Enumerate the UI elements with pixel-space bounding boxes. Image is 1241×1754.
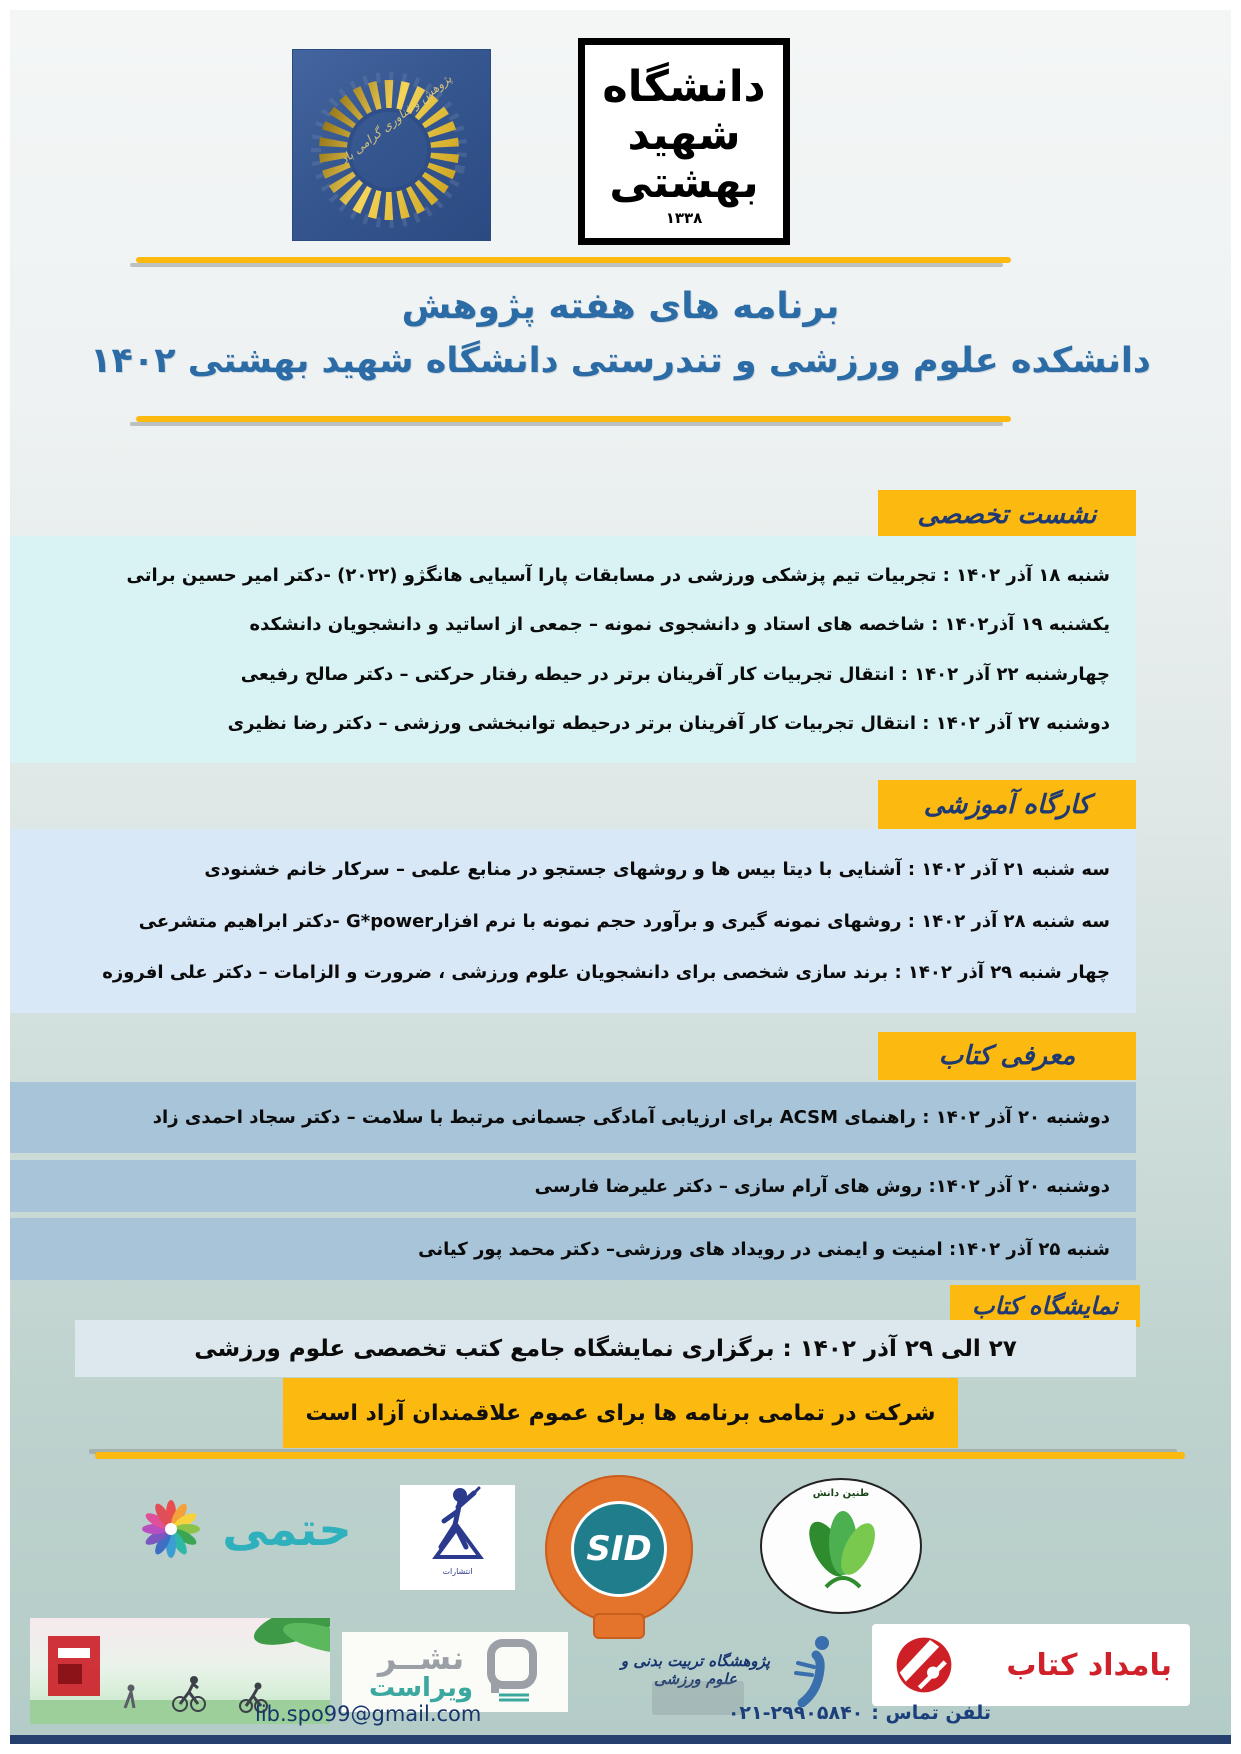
book-glyph-icon [483, 1639, 541, 1705]
section-header-workshops: کارگاه آموزشی [878, 780, 1136, 830]
tanin-danesh-logo [760, 1478, 922, 1614]
green-leaves-icon [786, 1499, 896, 1599]
book-row [10, 1218, 1136, 1280]
runner-figure-icon [788, 1633, 844, 1707]
virast-logo-texts [368, 1638, 474, 1704]
event-item: چهارشنبه ۲۲ آذر ۱۴۰۲ : انتقال تجربیات کار آفرینان برتر در حیطه رفتار حرکتی – دکتر صالح رفیعی [240, 663, 1110, 685]
hatmi-logo-text: حتمی [222, 1502, 352, 1556]
research-week-logo-caption: پژوهش و فناوری گرامی باد [337, 71, 455, 167]
section-header-meetings: نشست تخصصی [878, 490, 1136, 540]
divider-top [136, 257, 1011, 263]
poster-background [10, 10, 1231, 1744]
contact-phone-number: ۰۲۱-۲۹۹۰۵۸۴۰ [727, 1702, 864, 1724]
event-item: دوشنبه ۲۰ آذر ۱۴۰۲: روش های آرام سازی – دکتر علیرضا فارسی [534, 1175, 1110, 1197]
event-item: دوشنبه ۲۰ آذر ۱۴۰۲ : راهنمای ACSM برای ارزیابی آمادگی جسمانی مرتبط با سلامت – دکتر سجاد احمدی زاد [152, 1107, 1110, 1128]
research-week-logo [293, 50, 490, 240]
event-item: سه شنبه ۲۱ آذر ۱۴۰۲ : آشنایی با دیتا بیس ها و روشهای جستجو در منابع علمی – سرکار خانم خشنودی [204, 859, 1110, 881]
event-item: چهار شنبه ۲۹ آذر ۱۴۰۲ : برند سازی شخصی برای دانشجویان علوم ورزشی ، ضرورت و الزامات – دکتر علی افروزه [102, 961, 1110, 983]
divider-bottom [95, 1452, 1185, 1459]
virast-logo-line1: نشــر [377, 1638, 465, 1677]
gold-wreath-icon [293, 50, 490, 240]
bamdad-ketab-logo [872, 1624, 1190, 1706]
writer-figure-icon [408, 1485, 508, 1571]
flower-icon [140, 1498, 202, 1560]
virast-logo-line2: ویراست [368, 1673, 474, 1704]
book-row [10, 1082, 1136, 1153]
contact-email: lib.spo99@gmail.com [255, 1702, 482, 1726]
university-logo-line2: شهید [627, 109, 741, 160]
publisher-figure-logo [400, 1485, 515, 1590]
bottom-border-bar [10, 1735, 1231, 1744]
event-item: یکشنبه ۱۹ آذر۱۴۰۲ : شاخصه های استاد و دانشجوی نمونه – جمعی از اساتید و دانشجویان دانشکده [249, 614, 1110, 636]
event-item: شنبه ۱۸ آذر ۱۴۰۲ : تجربیات تیم پزشکی ورزشی در مسابقات پارا آسیایی هانگژو (۲۰۲۲) -دکتر امیر حسین براتی [126, 564, 1110, 586]
meetings-list [10, 536, 1136, 763]
university-logo [578, 38, 790, 245]
sid-logo-text: SID [571, 1501, 667, 1597]
poster-title-line1: برنامه های هفته پژوهش [401, 286, 840, 327]
event-item: شنبه ۲۵ آذر ۱۴۰۲: امنیت و ایمنی در رویداد های ورزشی– دکتر محمد پور کیانی [418, 1238, 1110, 1260]
tanin-danesh-logo-text: طنین دانش [812, 1488, 870, 1499]
contact-phone [728, 1702, 991, 1724]
contact-phone-label: تلفن تماس : [871, 1702, 991, 1724]
section-header-books: معرفی کتاب [878, 1032, 1136, 1080]
institute-logo-text: پژوهشگاه تربیت بدنی و علوم ورزشی [620, 1652, 771, 1688]
university-logo-line3: بهشتی [609, 157, 759, 208]
virast-publisher-logo [342, 1632, 568, 1712]
book-row [10, 1160, 1136, 1212]
publisher-figure-caption: انتشارات [442, 1567, 473, 1576]
sid-logo [545, 1475, 693, 1623]
poster-title-line2: دانشکده علوم ورزشی و تندرستی دانشگاه شهید بهشتی ۱۴۰۲ [90, 341, 1151, 381]
bamdad-ketab-icon [886, 1624, 962, 1706]
divider-middle [136, 416, 1011, 422]
event-item: دوشنبه ۲۷ آذر ۱۴۰۲ : انتقال تجربیات کار آفرینان برتر درحیطه توانبخشی ورزشی – دکتر رضا نظیری [227, 713, 1110, 735]
university-logo-line1: دانشگاه [602, 61, 766, 112]
workshops-list [10, 829, 1136, 1013]
university-logo-year: ۱۳۳۸ [665, 208, 703, 227]
hatmi-publisher-logo [140, 1492, 372, 1566]
free-admission-banner: شرکت در تمامی برنامه ها برای عموم علاقمندان آزاد است [283, 1378, 958, 1448]
section-header-exhibition: نمایشگاه کتاب [950, 1285, 1140, 1327]
event-item: سه شنبه ۲۸ آذر ۱۴۰۲ : روشهای نمونه گیری و برآورد حجم نمونه با نرم افزارG*power -دکتر ابراهیم متشرعی [138, 910, 1110, 932]
exhibition-row: ۲۷ الی ۲۹ آذر ۱۴۰۲ : برگزاری نمایشگاه جامع کتب تخصصی علوم ورزشی [75, 1320, 1136, 1377]
bamdad-ketab-logo-text: بامداد کتاب [1006, 1647, 1172, 1683]
